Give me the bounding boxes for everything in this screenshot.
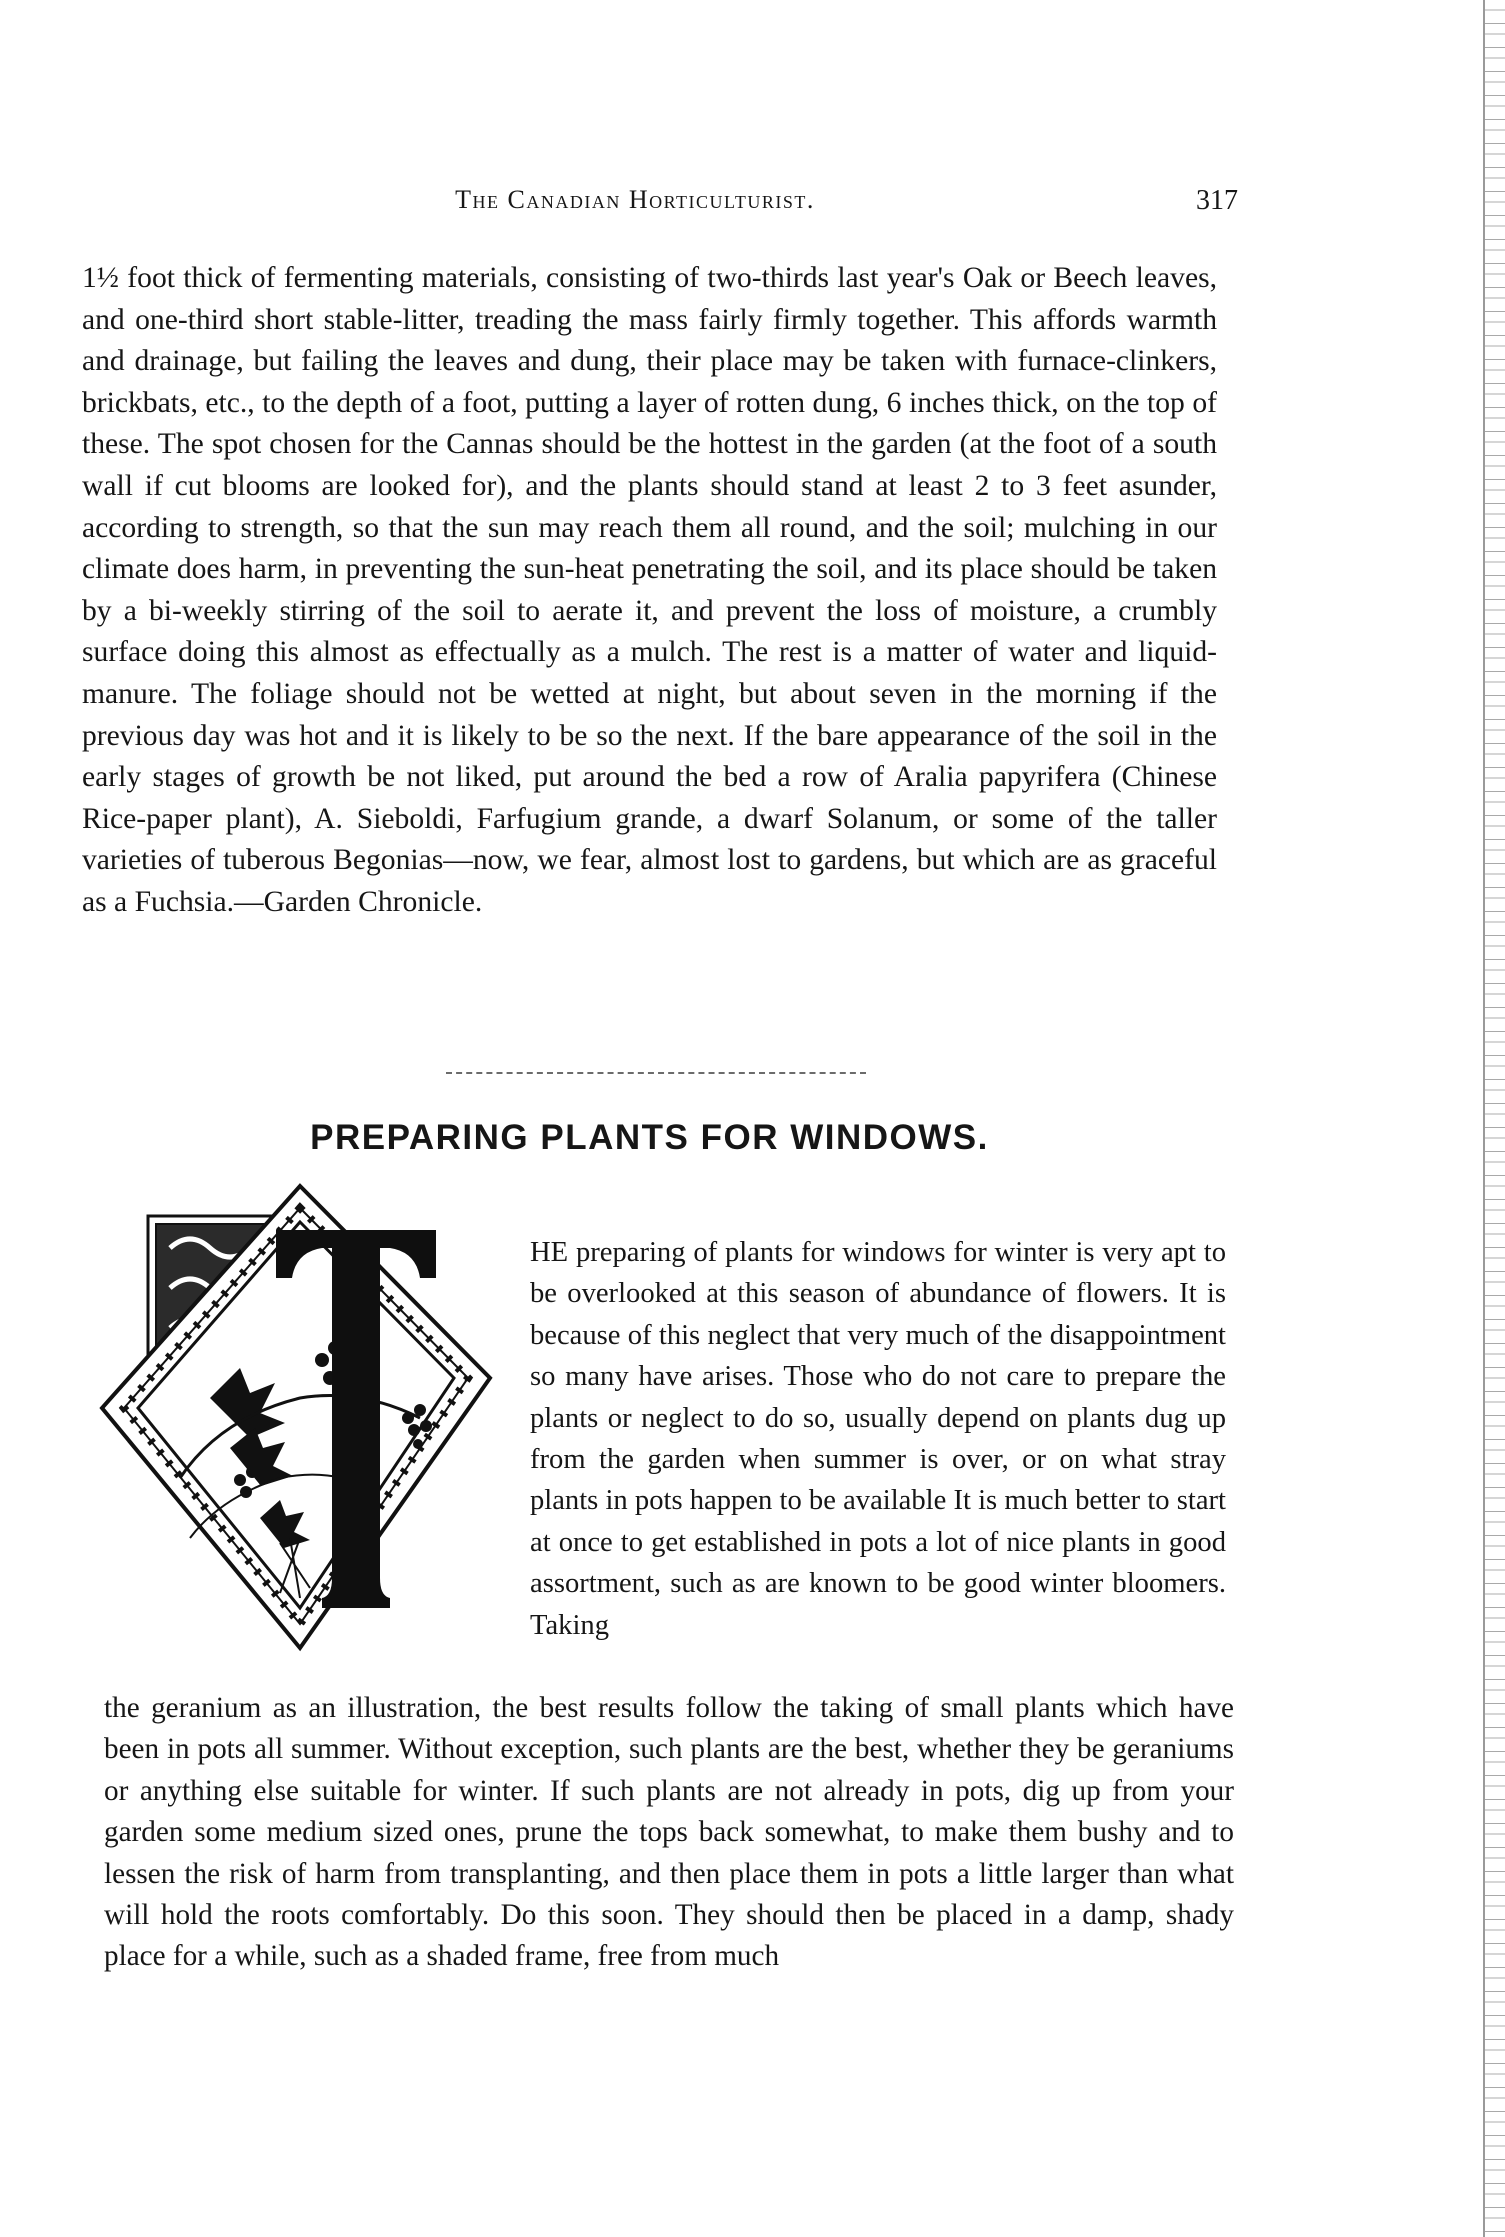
section-continued-text: the geranium as an illustration, the best results follow the taking of small plants which have been in pots all summer. Without exception, such plants are the best, whether they be geraniums or anything else suitable for winter. If such plants are not already in pots, dig up from your garden some medium sized ones, prune the tops back somewhat, to make them bushy and to lessen the risk of harm from transplanting, and then place them in pots a little larger than what will hold the roots comfortably. Do this soon. They should then be placed in a damp, shady place for a while, such as a shaded frame, free from much: [104, 1692, 1234, 1973]
section-divider: [446, 1072, 866, 1078]
ornament-vine-icon: [90, 1178, 510, 1658]
section-wrapped-text: HE preparing of plants for windows for winter is very apt to be overlooked at this season of abundance of flowers. It is because of this neglect that very much of the disappointment so many have arises. Those who do not care to prepare the plants or neglect to do so, usually depend on plants dug up from the garden when summer is over, or on what stray plants in pots happen to be available It is much better to start at once to get established in pots a lot of nice plants in good assortment, such as are known to be good winter bloomers. Taking: [530, 1237, 1226, 1641]
scan-edge-artifact: [1483, 0, 1505, 2237]
decorative-initial-t: [90, 1178, 510, 1658]
running-title: The Canadian Horticulturist.: [455, 185, 815, 214]
page-number: 317: [1196, 185, 1238, 216]
section-title: PREPARING PLANTS FOR WINDOWS.: [310, 1118, 989, 1157]
article-top-paragraph: 1½ foot thick of fermenting materials, consisting of two-thirds last year's Oak or Beech leaves, and one-third short stable-litter, treading the mass fairly firmly together. This affords warmth and drainage, but failing the leaves and dung, their place may be taken with furnace-clinkers, brickbats, etc., to the depth of a foot, putting a layer of rotten dung, 6 inches thick, on the top of these. The spot chosen for the Cannas should be the hottest in the garden (at the foot of a south wall if cut blooms are looked for), and the plants should stand at least 2 to 3 feet asunder, according to strength, so that the sun may reach them all round, and the soil; mulching in our climate does harm, in preventing the sun-heat penetrating the soil, and its place should be taken by a bi-weekly stirring of the soil to aerate it, and prevent the loss of moisture, a crumbly surface doing this almost as effectually as a mulch. The rest is a matter of water and liquid-manure. The foliage should not be wetted at night, but about seven in the morning if the previous day was hot and it is likely to be so the next. If the bare appearance of the soil in the early stages of growth be not liked, put around the bed a row of Aralia papyrifera (Chinese Rice-paper plant), A. Sieboldi, Farfugium grande, a dwarf Solanum, or some of the taller varieties of tuberous Begonias—now, we fear, almost lost to gardens, but which are as graceful as a Fuchsia.—Garden Chronicle.: [82, 262, 1217, 918]
running-head: [60, 185, 1238, 225]
